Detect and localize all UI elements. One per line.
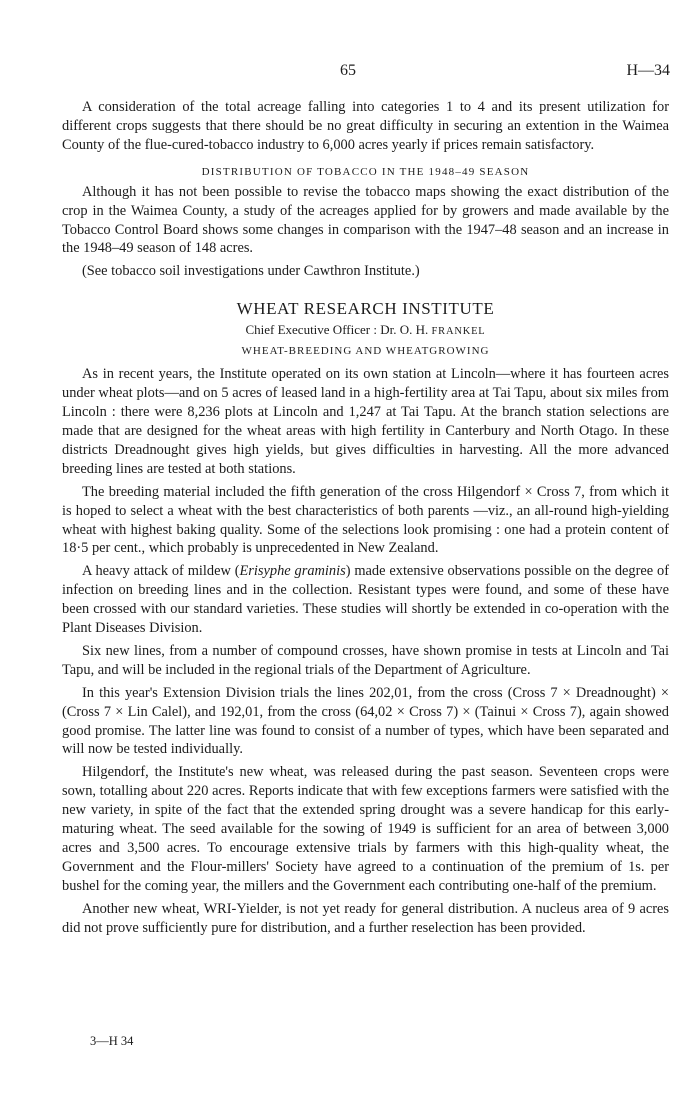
report-reference: H—34 bbox=[626, 62, 670, 79]
wheat-paragraph-6: Hilgendorf, the Institute's new wheat, was released during the past season. Seventeen crops were sown, totalling about 220 acres. Reports indicate that with few exceptions farmers were satisfied with the new variety, in spite of the fact that the extended spring drought was a severe handicap for this early-maturing wheat. The seed available for the sowing of 1949 is sufficient for an area of between 3,000 acres and 3,500 acres. To encourage extensive trials by farmers with this high-quality wheat, the Government and the Flour-millers' Society have agreed to a continuation of the premium of 1s. per bushel for the coming year, the millers and the Government each contributing one-half of the premium. bbox=[62, 764, 669, 894]
distribution-paragraph: Although it has not been possible to revise the tobacco maps showing the exact distribution of the crop in the Waimea County, a study of the acreages applied for by growers and made available by the Tobacco Control Board shows some changes in comparison with the 1947–48 season and an increase in the 1948–49 season of 148 acres. bbox=[62, 183, 669, 257]
page-signature: 3—H 34 bbox=[90, 1034, 134, 1048]
wheat-paragraph-3 bbox=[62, 562, 669, 638]
distribution-note: (See tobacco soil investigations under Cawthron Institute.) bbox=[82, 263, 420, 280]
intro-paragraph: A consideration of the total acreage falling into categories 1 to 4 and its present utilization for different crops suggests that there should be no great difficulty in securing an extention in the Waimea County of the flue-cured-tobacco industry to 6,000 acres yearly if prices remain satisfactory. bbox=[62, 99, 669, 153]
document-body bbox=[62, 98, 669, 942]
wheat-paragraph-2: The breeding material included the fifth generation of the cross Hilgendorf × Cross 7, from which it is hoped to select a wheat with the best characteristics of both parents —viz., an all-round high-yielding wheat with highest baking quality. Some of the selections look promising : one had a protein content of 18·5 per cent., which probably is unprecedented in New Zealand. bbox=[62, 483, 669, 557]
wheat-paragraph-7: Another new wheat, WRI-Yielder, is not yet ready for general distribution. A nucleus area of 9 acres did not prove sufficiently pure for distribution, and a further reselection has been provided. bbox=[62, 900, 669, 936]
officer-label: Chief Executive Officer : Dr. O. H. bbox=[245, 322, 429, 338]
officer-line bbox=[62, 321, 669, 340]
p3-species-name: Erisyphe graminis bbox=[239, 563, 346, 580]
wheat-paragraph-1: As in recent years, the Institute operated on its own station at Lincoln—where it has fourteen acres under wheat plots—and on 5 acres of leased land in a high-fertility area at Tai Tapu, about six miles from Lincoln : there were 8,236 plots at Lincoln and 1,247 at Tai Tapu. At the branch station selections are made that are designed for the wheat areas with high fertility in Canterbury and North Otago. In these districts Dreadnought gives high yields, but gives difficulties in harvesting. All the more advanced breeding lines are tested at both stations. bbox=[62, 366, 669, 477]
officer-name: FRANKEL bbox=[431, 326, 486, 338]
p3-text-after: ) made extensive observations possible on the degree of infection on breeding lines and in the collection. Resistant types were found, and some of these have been crossed with our standard varieties. These studies will shortly be extended in co-operation with the Plant Diseases Division. bbox=[62, 563, 670, 637]
page-number: 65 bbox=[340, 62, 356, 79]
wheat-paragraph-5: In this year's Extension Division trials the lines 202,01, from the cross (Cross 7 × Dreadnought) × (Cross 7 × Lin Calel), and 192,01, from the cross (64,02 × Cross 7) × (Tainui × Cross 7), again showed good promise. The latter line was found to consist of a number of types, which have been separated and will now be tested individually. bbox=[62, 684, 669, 758]
section-title: WHEAT RESEARCH INSTITUTE bbox=[236, 299, 495, 319]
wheat-paragraph-4: Six new lines, from a number of compound crosses, have shown promise in tests at Lincoln and Tai Tapu, and will be included in the regional trials of the Department of Agriculture. bbox=[62, 642, 669, 678]
subsection-heading: WHEAT-BREEDING AND WHEATGROWING bbox=[241, 345, 490, 358]
distribution-heading: DISTRIBUTION OF TOBACCO IN THE 1948–49 SEASON bbox=[201, 165, 530, 178]
p3-text-before: A heavy attack of mildew ( bbox=[82, 563, 240, 580]
